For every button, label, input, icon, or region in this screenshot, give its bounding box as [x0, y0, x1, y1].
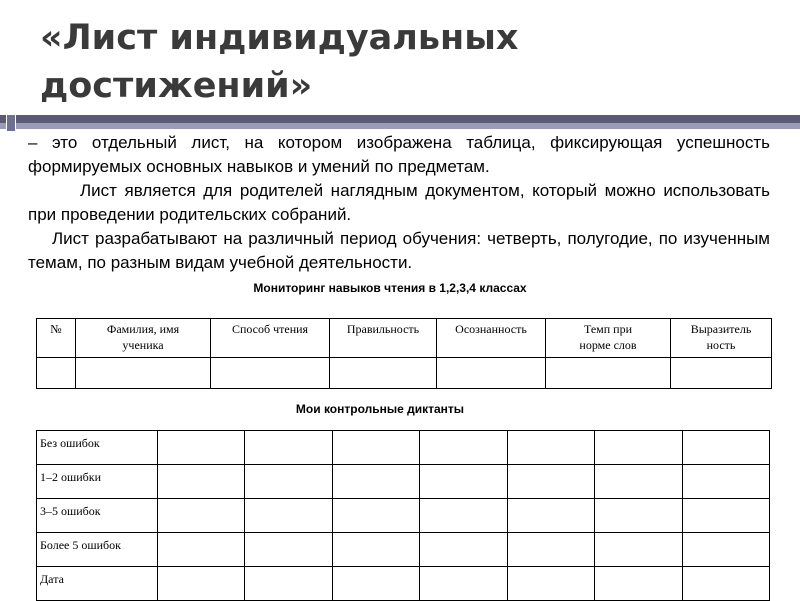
table-row [37, 533, 770, 567]
paragraph-periods: Лист разрабатывают на различный период обучения: четверть, полугодие, по изученным темам, по разным видам учебной деятельности. [28, 229, 770, 272]
row-label-1-2-errors: 1–2 ошибки [37, 465, 158, 499]
col-correctness: Правильность [330, 319, 437, 358]
table-row [37, 499, 770, 533]
col-number: № [37, 319, 76, 358]
reading-monitoring-table [36, 318, 772, 389]
row-label-no-errors: Без ошибок [37, 431, 158, 465]
table-row [37, 431, 770, 465]
row-label-more-5-errors: Более 5 ошибок [37, 533, 158, 567]
title-line-1: «Лист индивидуальных [40, 18, 519, 58]
dictation-table [36, 430, 770, 601]
col-student-name: Фамилия, имя ученика [76, 319, 211, 358]
row-label-date: Дата [37, 567, 158, 601]
table-row [37, 358, 772, 389]
table-header-row [37, 319, 772, 358]
col-reading-method: Способ чтения [211, 319, 330, 358]
reading-table-caption: Мониторинг навыков чтения в 1,2,3,4 классах [253, 281, 527, 295]
paragraph-parents: Лист является для родителей наглядным документом, который можно использовать при проведении родительских собраний. [28, 181, 770, 224]
table-row [37, 465, 770, 499]
accent-square-icon [6, 111, 16, 135]
col-expressiveness: Выразитель ность [671, 319, 772, 358]
row-label-3-5-errors: 3–5 ошибок [37, 499, 158, 533]
table-row [37, 567, 770, 601]
body-text [28, 131, 770, 275]
accent-bar [0, 115, 800, 131]
col-awareness: Осознанность [437, 319, 546, 358]
col-tempo: Темп при норме слов [546, 319, 671, 358]
paragraph-definition: – это отдельный лист, на котором изображена таблица, фиксирующая успешность формируемых основных навыков и умений по предметам. [28, 133, 770, 176]
title-line-2: достижений» [40, 66, 313, 106]
dictation-table-caption: Мои контрольные диктанты [295, 402, 465, 416]
page-title [40, 14, 780, 110]
